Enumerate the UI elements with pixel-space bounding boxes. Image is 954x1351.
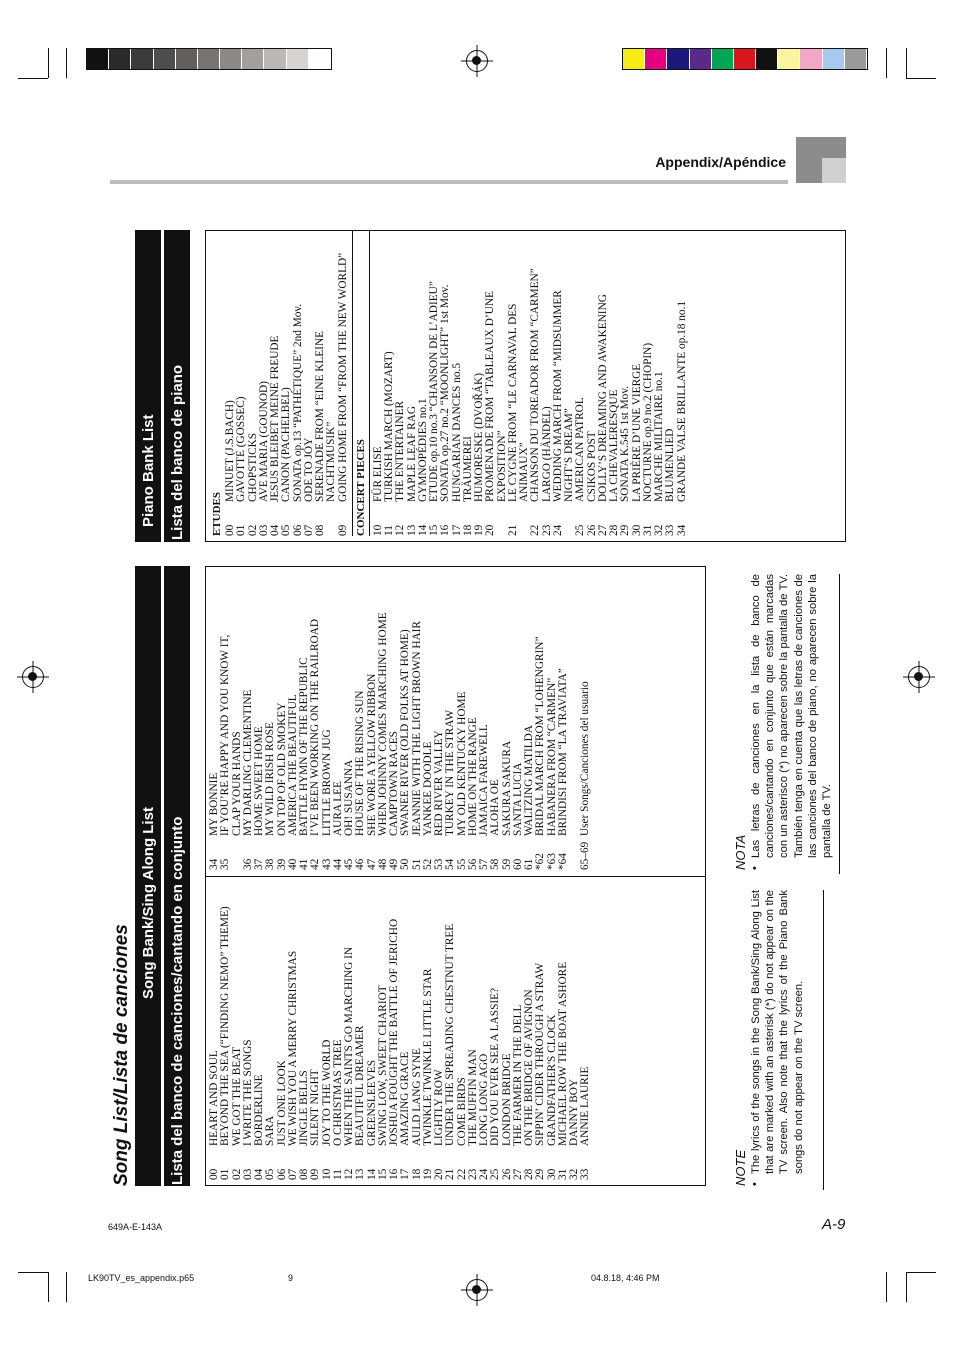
item-title: JEANNIE WITH THE LIGHT BROWN HAIR [410,621,423,836]
item-title: JAMAICA FAREWELL [478,724,490,836]
color-swatch [823,49,845,69]
gray-calibration-bar [86,48,332,70]
list-item [220,906,231,1180]
item-title: HOME ON THE RANGE [466,717,479,836]
song-bank-banner-en: Song Bank/Sing Along List [135,566,161,1186]
main-title: Song List/Lista de canciones [111,924,132,1186]
item-number: 58 [489,858,502,870]
item-title: GREENSLEEVES [365,1060,378,1146]
item-number: 04 [269,524,281,536]
color-swatch [623,49,645,69]
list-item [490,906,501,1180]
item-title: HEART AND SOUL [208,1050,220,1146]
gray-swatch [154,49,176,69]
item-title: O CHRISTMAS TREE [331,1039,344,1146]
item-title: HABANERA FROM “CARMEN” [545,677,558,836]
item-number: 20 [433,1168,445,1180]
item-title: SONATA op.13 “PATHÉTIQUE” 2nd Mov. [291,303,304,502]
list-item [440,230,451,536]
item-title: MY DARLING CLEMENTINE [241,689,254,836]
item-title: CHANSON DU TOREADOR FROM “CARMEN” [529,268,542,502]
item-number: 08 [314,524,326,536]
item-title: HOME SWEET HOME [253,726,265,836]
item-number: 41 [298,858,310,870]
item-number: 52 [421,858,434,870]
item-title: DID YOU EVER SEE A LASSIE? [489,987,502,1146]
item-number: 38 [264,858,277,870]
item-title: MARCHE MILITAIRE no.1 [653,371,665,502]
item-number: 10 [371,524,384,536]
color-swatch [756,49,778,69]
item-title: SILENT NIGHT [309,1069,322,1146]
item-title: EXPOSITION” [495,430,508,502]
item-number: 13 [405,524,418,536]
item-title: SWING LOW, SWEET CHARIOT [376,985,389,1146]
item-title: JOY TO THE WORLD [320,1039,333,1146]
list-item [326,230,337,536]
item-number: 02 [230,1168,243,1180]
item-title: ON THE BRIDGE OF AVIGNON [523,989,535,1146]
item-number: 46 [354,858,367,870]
item-title: BLUMENLIED [664,428,677,502]
item-title: GYMNOPÉDIES no.1 [416,398,429,502]
item-number: 57 [478,858,490,870]
item-number: 23 [466,1168,479,1180]
item-title: JESUS BLEIBET MEINE FREUDE [269,335,281,502]
item-title: LA CHEVALERESQUE [608,389,620,502]
item-title: WEDDING MARCH FROM “MIDSUMMER [551,290,564,502]
item-number: 32 [568,1168,580,1180]
registration-mark-right [908,666,930,688]
item-number: 17 [399,1168,412,1180]
list-item [265,612,276,870]
note-en-bullet: • [749,1182,761,1186]
item-title: MY WILD IRISH ROSE [264,722,277,836]
item-number: 56 [466,858,479,870]
item-number: 15 [376,1168,389,1180]
item-number: 26 [500,1168,513,1180]
concert-pieces-title: CONCERT PIECES [352,230,370,536]
item-number: 24 [551,524,564,536]
color-swatch [712,49,734,69]
item-number: 54 [444,858,457,870]
item-number: 13 [354,1168,367,1180]
item-number: *62 [534,853,547,870]
registration-mark-left [22,666,44,688]
note-es-title: NOTA [733,834,748,870]
item-number: 21 [506,524,519,536]
list-item [281,230,292,536]
item-title: AMAZING GRACE [399,1051,412,1146]
piano-bank-banner-en: Piano Bank List [135,230,161,542]
item-title: NACHTMUSIK” [325,421,338,502]
color-swatch [845,49,867,69]
item-number: 32 [653,524,665,536]
item-number [326,502,337,536]
item-title: OH! SUSANNA [343,759,355,836]
item-title: User Songs/Canciones del usuario [579,681,592,836]
note-en-title: NOTE [733,1149,748,1186]
item-number: 48 [376,858,389,870]
item-title: AVE MARIA (GOUNOD) [257,381,270,502]
item-number: 08 [298,1168,310,1180]
item-title: AURA LEE [331,781,344,836]
item-title: HOUSE OF THE RISING SUN [354,690,367,836]
item-title: BRINDISI FROM “LA TRAVIATA” [556,668,569,836]
item-title: TWINKLE TWINKLE LITTLE STAR [421,968,434,1146]
footer-date: 04.8.18, 4:46 PM [591,1273,660,1283]
item-number: 49 [388,858,400,870]
doc-code: 649A-E-143A [108,1222,163,1232]
gray-swatch [309,49,331,69]
list-item [580,612,591,870]
item-number: 39 [275,858,288,870]
item-number: 29 [534,1168,547,1180]
item-title: DANNY BOY [568,1078,580,1146]
item-title: SHE WORE A YELLOW RIBBON [365,673,378,836]
list-item [580,906,591,1180]
registration-mark-bottom [466,1279,488,1301]
list-item [535,906,546,1180]
item-title: UNDER THE SPREADING CHESTNUT TREE [444,923,457,1146]
note-es-text: Las letras de canciones en la lista de banco de canciones/cantando en conjunto que están marcadas con un asterisco (*) no aparecen sobre la pantalla de TV. También tenga en cuenta que las letras de canciones de las canciones del banco de piano, no aparecen sobre la pantalla de TV. [750,574,834,858]
list-item [310,906,321,1180]
item-number: 01 [235,524,248,536]
item-title: YANKEE DOODLE [421,741,434,836]
item-number: 60 [511,858,524,870]
item-title: CAMPTOWN RACES [388,731,400,836]
item-number: 18 [461,524,474,536]
item-number: 59 [500,858,513,870]
item-title: WE WISH YOU A MERRY CHRISTMAS [286,950,299,1146]
item-number: 44 [331,858,344,870]
item-title: COME BIRDS [455,1077,468,1146]
list-item [220,612,231,870]
item-number: 16 [388,1168,400,1180]
gray-swatch [131,49,153,69]
item-title: CANON (PACHELBEL) [280,387,293,502]
item-number: 36 [241,858,254,870]
item-title: BORDERLINE [253,1074,265,1146]
color-swatch [734,49,756,69]
item-title: TRÄUMEREI [461,436,474,502]
list-item [400,612,411,870]
item-title: BEYOND THE SEA (“FINDING NEMO” THEME) [219,906,232,1146]
item-number: 25 [574,524,587,536]
item-number: 61 [523,858,535,870]
item-title: ODE TO JOY [302,437,315,502]
item-number: *63 [545,853,558,870]
item-number: 30 [630,524,643,536]
item-number: 12 [394,524,407,536]
item-title: LIGHTLY ROW [433,1069,445,1146]
item-number: 28 [608,524,620,536]
item-number: 29 [619,524,632,536]
song-bank-column-2 [209,612,592,870]
item-title: GOING HOME FROM “FROM THE NEW WORLD” [336,252,349,502]
item-title: SONATA op.27 no.2 “MOONLIGHT” 1st Mov. [439,284,452,502]
item-number: 11 [331,1169,344,1180]
color-calibration-bar [622,48,868,70]
item-number: 04 [253,1168,265,1180]
item-title: MINUET (J.S.BACH) [224,400,236,502]
item-title: MY BONNIE [208,772,220,836]
item-number: 01 [219,1168,232,1180]
list-item [558,612,569,870]
item-number: 25 [489,1168,502,1180]
item-number: 47 [365,858,378,870]
list-item [575,230,586,536]
song-bank-banner-es: Lista del banco de canciones/cantando en conjunto [164,566,190,1186]
item-title: RED RIVER VALLEY [433,730,445,836]
item-number: 34 [208,858,220,870]
item-title: SONATA K.545 1st Mov. [619,385,632,502]
list-item [236,230,247,536]
item-title: SERENADE FROM “EINE KLEINE [314,330,326,502]
color-swatch [667,49,689,69]
item-title: CSIKOS POST [585,431,598,502]
item-number: 51 [410,858,423,870]
item-title: JINGLE BELLS [298,1070,310,1146]
item-title: LITTLE BROWN JUG [320,729,333,836]
item-number: 19 [421,1168,434,1180]
item-number: 23 [540,524,553,536]
item-number: 09 [336,524,349,536]
item-title: MAPLE LEAF RAG [405,405,418,502]
list-item [620,230,631,536]
color-swatch [800,49,822,69]
item-number: 12 [343,1168,355,1180]
list-item [485,230,496,536]
list-item [355,906,366,1180]
color-swatch [778,49,800,69]
item-title: LONG LONG AGO [478,1053,490,1146]
item-number: 31 [641,524,654,536]
item-title: DOLLY’S DREAMING AND AWAKENING [596,294,609,502]
item-number: 33 [579,1168,592,1180]
gray-swatch [287,49,309,69]
item-title: NIGHT’S DREAM” [563,408,575,502]
item-title: JUST ONE LOOK [275,1060,288,1146]
item-title: TURKEY IN THE STRAW [444,709,457,836]
item-title: SIPPIN’ CIDER THROUGH A STRAW [534,962,547,1146]
item-number: 10 [320,1168,333,1180]
note-es-body [749,574,834,870]
item-number: 21 [444,1168,457,1180]
list-item [490,612,501,870]
item-number: 65–69 [579,841,592,870]
item-title: WHEN THE SAINTS GO MARCHING IN [343,946,355,1146]
item-number: 45 [343,858,355,870]
list-item [445,906,456,1180]
item-number: 16 [439,524,452,536]
item-title: PROMENADE FROM “TABLEAUX D’UNE [484,291,497,502]
item-title: CHOPSTICKS [246,432,259,502]
item-title: MY OLD KENTUCKY HOME [455,691,468,836]
item-title: SARA [264,1115,277,1146]
item-number: 14 [365,1168,378,1180]
item-title: ALOHA OE [489,779,502,836]
item-number: 40 [286,858,299,870]
piano-bank-column [209,230,688,536]
item-number: 03 [241,1168,254,1180]
list-item [445,612,456,870]
list-item [665,230,676,536]
song-bank-column-1 [209,906,592,1180]
item-number: 31 [556,1168,569,1180]
item-number: 28 [523,1168,535,1180]
item-title: IF YOU’RE HAPPY AND YOU KNOW IT, [219,634,232,836]
item-number: 14 [416,524,429,536]
item-number: 20 [484,524,497,536]
item-number: 24 [478,1168,490,1180]
list-item [400,906,411,1180]
item-title: ETUDE op.10 no.3 “CHANSON DE L’ADIEU” [428,281,440,502]
item-title: FÜR ELISE [371,446,384,502]
list-item [310,612,321,870]
item-number: 19 [473,524,485,536]
item-title: THE FARMER IN THE DELL [511,1004,524,1146]
note-en-rule [823,890,824,1190]
item-number: 53 [433,858,445,870]
item-title: AMERICAN PATROL [574,397,587,502]
item-number: 35 [219,858,232,870]
item-number: 22 [455,1168,468,1180]
item-title: WE GOT THE BEAT [230,1046,243,1146]
item-number: 30 [545,1168,558,1180]
item-title: BEAUTIFUL DREAMER [354,1025,367,1146]
item-number: 42 [309,858,322,870]
item-number: 55 [455,858,468,870]
item-number: 26 [585,524,598,536]
item-title: HUNGARIAN DANCES no.5 [450,362,463,502]
item-number: 18 [410,1168,423,1180]
gray-swatch [264,49,286,69]
item-title: LA PRIÈRE D’UNE VIERGE [630,363,643,502]
note-en [733,1150,750,1186]
registration-mark-top [466,50,488,72]
note-en-text: The lyrics of the songs in the Song Bank/Sing Along List that are marked with an asterisk (*) do not appear on the TV screen. Also note that the lyrics of the Piano Bank songs do not appear on the TV screen. [750,890,805,1174]
footer-file: LK90TV_es_appendix.p65 [88,1273,195,1283]
item-title: GAVOTTE (GOSSEC) [235,396,248,502]
item-number: *64 [556,853,569,870]
item-number: 17 [450,524,463,536]
etudes-title: ETUDES [211,491,223,536]
note-en-body [749,890,806,1186]
item-number: 50 [399,858,412,870]
item-title: ANNIE LAURIE [579,1066,592,1146]
item-number: 37 [253,858,265,870]
item-number: 22 [529,524,542,536]
gray-swatch [220,49,242,69]
item-title: THE ENTERTAINER [394,400,407,502]
item-number: 07 [302,524,315,536]
item-title: MICHAEL ROW THE BOAT ASHORE [556,961,569,1146]
section-label: Appendix/Apéndice [655,154,786,170]
page-number: A-9 [822,1216,846,1233]
item-number: 11 [383,525,395,536]
item-title: ON TOP OF OLD SMOKEY [275,702,288,836]
item-number: 33 [664,524,677,536]
item-title: TURKISH MARCH (MOZART) [383,351,395,502]
list-item [530,230,541,536]
item-number: 05 [264,1168,277,1180]
item-title: GRANDE VALSE BRILLANTE op.18 no.1 [675,300,688,502]
item-title: I’VE BEEN WORKING ON THE RAILROAD [309,618,322,836]
item-title: SAKURA SAKURA [500,740,513,836]
item-number: 27 [596,524,609,536]
item-title: LARGO (HÄNDEL) [540,406,553,502]
item-number: 09 [309,1168,322,1180]
item-number: 34 [675,524,688,536]
item-title: LE CYGNE FROM “LE CARNAVAL DES [506,303,519,502]
item-number: 06 [291,524,304,536]
color-swatch [690,49,712,69]
gray-swatch [87,49,109,69]
item-title: THE MUFFIN MAN [466,1049,479,1146]
item-title: LONDON BRIDGE [500,1053,513,1146]
item-number: 05 [280,524,293,536]
item-title: BATTLE HYMN OF THE REPUBLIC [298,657,310,836]
item-title: SWANEE RIVER (OLD FOLKS AT HOME) [399,629,412,836]
color-swatch [645,49,667,69]
gray-swatch [109,49,131,69]
note-es-bullet: • [749,866,761,870]
piano-bank-banner-es: Lista del banco de piano [164,230,190,542]
item-number: 00 [224,524,236,536]
item-number: 15 [428,524,440,536]
item-title: BRIDAL MARCH FROM “LOHENGRIN” [534,636,547,836]
item-title: WHEN JOHNNY COMES MARCHING HOME [376,612,389,836]
item-number: 07 [286,1168,299,1180]
item-title: JOSHUA FOUGHT THE BATTLE OF JERICHO [388,918,400,1146]
list-item [265,906,276,1180]
header-rule [110,180,788,184]
item-number: 27 [511,1168,524,1180]
gray-swatch [198,49,220,69]
item-number: 00 [208,1168,220,1180]
note-es [733,835,748,870]
item-title: GRANDFATHER'S CLOCK [545,1014,558,1146]
list-item [535,612,546,870]
note-es-rule [839,574,840,874]
item-title: ANIMAUX” [518,442,530,502]
list-item [338,230,349,536]
list-item [355,612,366,870]
item-title: WALTZING MATILDA [523,725,535,836]
item-title: CLAP YOUR HANDS [230,731,243,836]
item-number: 03 [257,524,270,536]
list-item [677,230,688,536]
item-title: NOCTURNE op.9 no.2 (CHOPIN) [641,342,654,502]
header-tab-inner [822,158,846,183]
item-number: 06 [275,1168,288,1180]
item-title: AMERICA THE BEAUTIFUL [286,694,299,836]
item-number: 43 [320,858,333,870]
song-bank-divider [205,876,706,877]
item-title: I WRITE THE SONGS [241,1039,254,1146]
footer-page: 9 [288,1273,294,1283]
gray-swatch [242,49,264,69]
item-title: AULD LANG SYNE [410,1048,423,1146]
gray-swatch [176,49,198,69]
item-title: SANTA LUCIA [511,762,524,836]
item-title: HUMORESKE (DVOŘÁK) [473,373,485,502]
list-item [395,230,406,536]
item-number: 02 [246,524,259,536]
